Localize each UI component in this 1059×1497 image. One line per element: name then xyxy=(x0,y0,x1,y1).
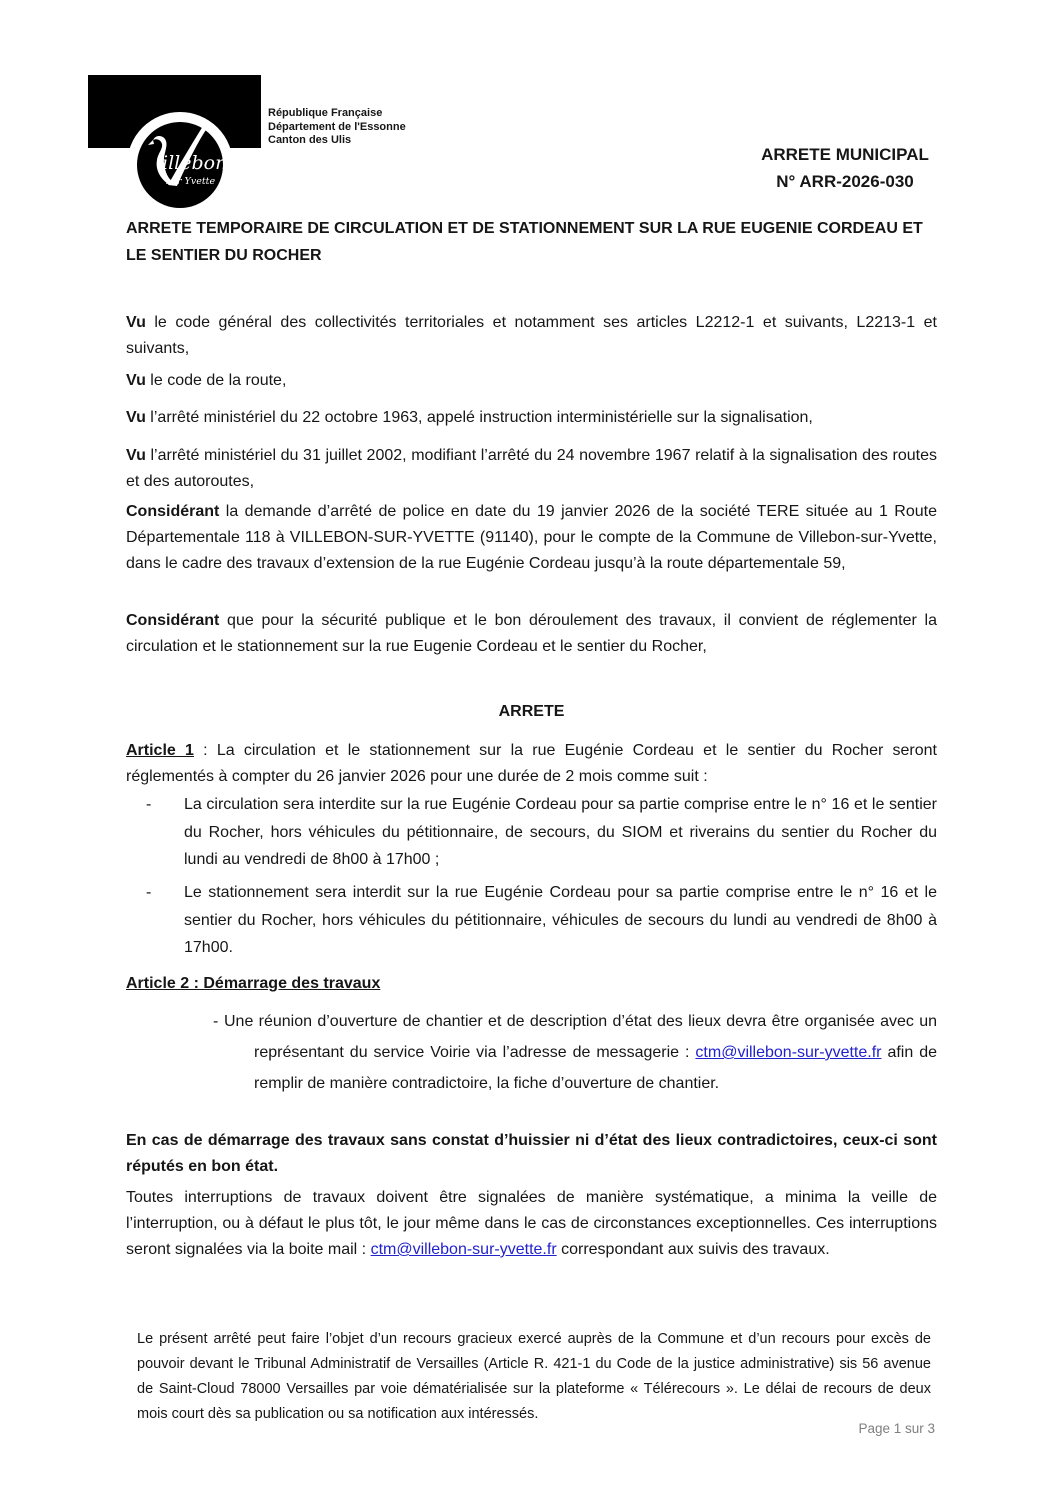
recital-text: la demande d’arrêté de police en date du 19 janvier 2026 de la société TERE située au 1 Route Départementale 118 à VILLEBON-SUR-YVETTE (91140), pour le compte de la Commune de Villebon-sur-Yvette, dans le cadre des travaux d’extension de la rue Eugénie Cordeau jusqu’à la route départementale 59, xyxy=(126,503,937,572)
recital-label: Vu xyxy=(126,314,146,331)
recital-vu-4 xyxy=(126,443,937,495)
article1-bullet-1 xyxy=(126,791,937,874)
article1-text: : La circulation et le stationnement sur la rue Eugénie Cordeau et le sentier du Rocher seront réglementés à compter du 26 janvier 2026 pour une durée de 2 mois comme suit : xyxy=(126,742,938,785)
admin-line-departement: Département de l'Essonne xyxy=(268,120,406,133)
interruptions-before: Toutes interruptions de travaux doivent être signalées de manière systématique, a minima la veille de l’interruption, ou à défaut le plus tôt, le jour même dans le cas de circonstances exceptionnelles. Ces interruptions seront signalées via la boite mail : xyxy=(126,1189,937,1258)
article1-paragraph xyxy=(126,738,937,790)
bullet-text: La circulation sera interdite sur la rue Eugénie Cordeau pour sa partie comprise entre le n° 16 et le sentier du Rocher, hors véhicules du pétitionnaire, de secours, du SIOM et riverains du sentier du Rocher du lundi au vendredi de 8h00 à 17h00 ; xyxy=(184,796,937,868)
admin-line-republique: République Française xyxy=(268,107,383,119)
list-dash: - xyxy=(146,884,152,901)
logo-script-text: illebon xyxy=(162,152,228,174)
notice-bold: En cas de démarrage des travaux sans constat d’huissier ni d’état des lieux contradictoires, ceux-ci sont réputés en bon état. xyxy=(126,1132,937,1175)
admin-line-canton: Canton des Ulis xyxy=(268,134,352,146)
recital-considerant-2 xyxy=(126,608,937,660)
article1-label: Article 1 xyxy=(126,742,194,759)
admin-lines xyxy=(268,107,406,148)
recital-considerant-1 xyxy=(126,499,937,577)
ctm-email-link[interactable]: ctm@villebon-sur-yvette.fr xyxy=(695,1044,882,1061)
recital-text: le code général des collectivités territoriales et notamment ses articles L2212-1 et suivants, L2213-1 et suivants, xyxy=(126,314,937,357)
bullet-text-before: Une réunion d’ouverture de chantier et de description d’état des lieux devra être organisée avec un représentant du service Voirie via l’adresse de messagerie : xyxy=(224,1013,937,1061)
bullet-text: Le stationnement sera interdit sur la rue Eugénie Cordeau pour sa partie comprise entre le n° 16 et le sentier du Rocher, hors véhicules du pétitionnaire, véhicules de secours du lundi au vendredi de 8h00 à 17h00. xyxy=(184,884,937,956)
page-number: Page 1 sur 3 xyxy=(858,1421,935,1436)
recital-text: l’arrêté ministériel du 31 juillet 2002, modifiant l’arrêté du 24 novembre 1967 relatif à la signalisation des routes et des autoroutes, xyxy=(126,447,937,490)
article2-bullet xyxy=(126,1006,937,1099)
recital-text: le code de la route, xyxy=(145,372,287,389)
list-dash: - xyxy=(146,796,152,813)
article2-heading: Article 2 : Démarrage des travaux xyxy=(126,975,381,992)
list-dash: - xyxy=(213,1013,219,1030)
article1-bullet-2 xyxy=(126,879,937,962)
recital-vu-1 xyxy=(126,310,937,362)
recital-label: Considérant xyxy=(126,503,220,520)
doc-type: ARRETE MUNICIPAL xyxy=(761,145,929,164)
recital-text: l’arrêté ministériel du 22 octobre 1963, appelé instruction interministérielle sur la signalisation, xyxy=(145,409,813,426)
footer-legal-notice: Le présent arrêté peut faire l’objet d’un recours gracieux exercé auprès de la Commune et d’un recours pour excès de pouvoir devant le Tribunal Administratif de Versailles (Article R. 421-1 du Code de la justice administrative) sis 56 avenue de Saint-Cloud 78000 Versailles par voie dématérialisée sur la plateforme « Télérecours ». Le délai de recours de deux mois court dès sa publication ou sa notification aux intéressés. xyxy=(137,1331,931,1422)
interruptions-after: correspondant aux suivis des travaux. xyxy=(556,1241,830,1258)
recital-vu-3 xyxy=(126,405,937,431)
arrete-heading: ARRETE xyxy=(498,703,565,720)
logo-sub-text: sur Yvette xyxy=(166,176,216,187)
subject-title: ARRETE TEMPORAIRE DE CIRCULATION ET DE STATIONNEMENT SUR LA RUE EUGENIE CORDEAU ET LE SENTIER DU ROCHER xyxy=(126,220,923,264)
recital-label: Vu xyxy=(126,409,146,426)
bullet-text-after: afin de remplir de manière contradictoire, la fiche d’ouverture de chantier. xyxy=(254,1044,937,1092)
doc-head xyxy=(640,141,1050,195)
recital-label: Vu xyxy=(126,447,146,464)
recital-text: que pour la sécurité publique et le bon déroulement des travaux, il convient de réglementer la circulation et le stationnement sur la rue Eugenie Cordeau et le sentier du Rocher, xyxy=(126,612,937,655)
recital-vu-2 xyxy=(126,368,937,394)
recital-label: Considérant xyxy=(126,612,220,629)
recital-label: Vu xyxy=(126,372,146,389)
doc-number: N° ARR-2026-030 xyxy=(776,172,914,191)
villebon-logo xyxy=(127,112,233,218)
interruptions-paragraph xyxy=(126,1185,937,1263)
ctm-email-link-2[interactable]: ctm@villebon-sur-yvette.fr xyxy=(370,1241,557,1258)
